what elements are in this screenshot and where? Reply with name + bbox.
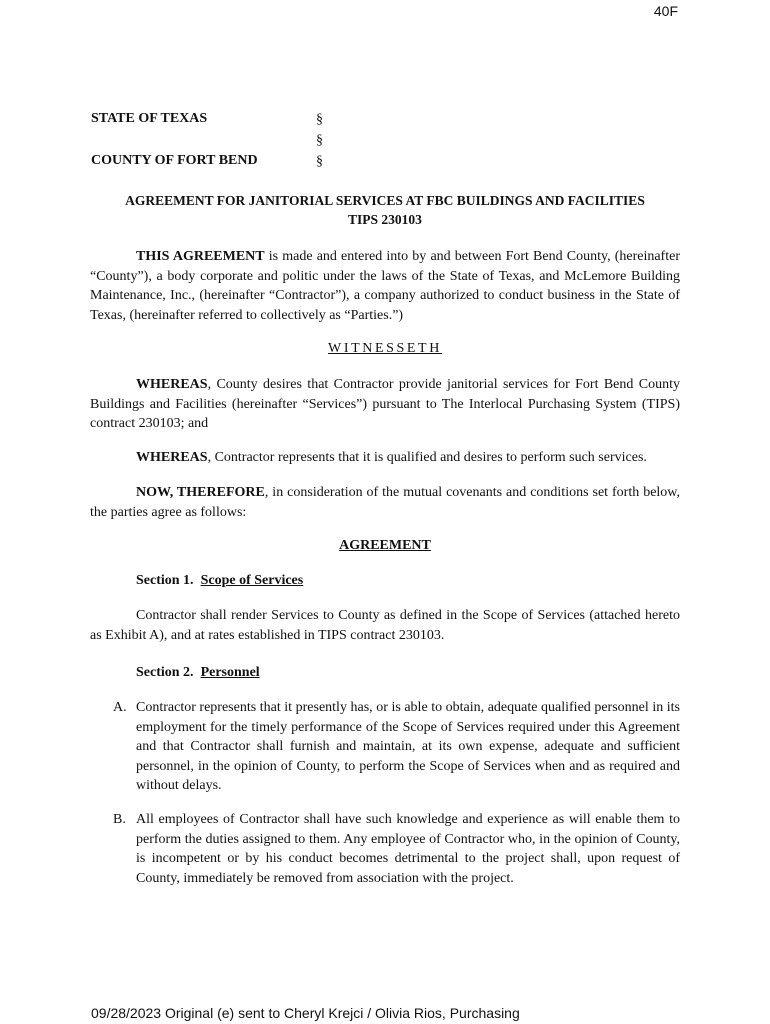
title-line-2: TIPS 230103	[348, 212, 422, 227]
county-label: COUNTY OF FORT BEND	[91, 153, 258, 168]
recital-2	[90, 448, 680, 468]
recital-lead: WHEREAS	[136, 377, 208, 392]
recital-lead: WHEREAS	[136, 450, 208, 465]
recital-3	[90, 483, 680, 522]
recital-text: , Contractor represents that it is qualified and desires to perform such services.	[207, 450, 647, 465]
title-line-1: AGREEMENT FOR JANITORIAL SERVICES AT FBC BUILDINGS AND FACILITIES	[125, 193, 645, 208]
recital-text: , County desires that Contractor provide janitorial services for Fort Bend County Buildings and Facilities (hereinafter “Services”) pursuant to The Interlocal Purchasing System (TIPS) contract 230103; and	[90, 377, 680, 431]
list-item-letter: B.	[113, 812, 126, 827]
footer-note: 09/28/2023 Original (e) sent to Cheryl Krejci / Olivia Rios, Purchasing	[91, 1005, 520, 1021]
witnesseth-heading	[90, 341, 680, 357]
intro-paragraph	[90, 247, 680, 325]
recital-text: , in consideration of the mutual covenants and conditions set forth below, the parties agree as follows:	[90, 485, 680, 520]
section-2-heading	[136, 665, 260, 681]
section-2-title: Personnel	[200, 665, 260, 680]
list-item	[113, 698, 680, 796]
intro-text: is made and entered into by and between Fort Bend County, (hereinafter “County”), a body corporate and politic under the laws of the State of Texas, and McLemore Building Maintenance, Inc., (hereinafter “Contractor”), a company authorized to conduct business in the State of Texas, (hereinafter referred to collectively as “Parties.”)	[90, 249, 680, 323]
section-1-label: Section 1.	[136, 573, 194, 588]
agreement-heading-text: AGREEMENT	[339, 538, 431, 553]
witnesseth-text: WITNESSETH	[328, 341, 442, 356]
document-title	[90, 191, 680, 229]
section-1-heading	[136, 573, 303, 589]
list-item-letter: A.	[113, 700, 127, 715]
section-2-label: Section 2.	[136, 665, 194, 680]
list-item-text: Contractor represents that it presently has, or is able to obtain, adequate qualified personnel in its employment for the timely performance of the Scope of Services required under this Agreement and that Contractor shall furnish and maintain, at its own expense, adequate and sufficient personnel, in the opinion of County, to perform the Scope of Services when and as required and without delays.	[136, 700, 680, 793]
list-item-text: All employees of Contractor shall have such knowledge and experience as will enable them to perform the duties assigned to them. Any employee of Contractor who, in the opinion of County, is incompetent or by his conduct becomes detrimental to the project shall, upon request of County, immediately be removed from association with the project.	[136, 812, 680, 886]
intro-lead: THIS AGREEMENT	[136, 249, 265, 264]
agreement-heading	[90, 538, 680, 554]
list-item	[113, 810, 680, 888]
recital-lead: NOW, THEREFORE	[136, 485, 265, 500]
section-symbol: §	[316, 112, 323, 127]
section-symbol: §	[316, 154, 323, 169]
section-1-title: Scope of Services	[200, 573, 304, 588]
recital-1	[90, 375, 680, 434]
section-1-text: Contractor shall render Services to County as defined in the Scope of Services (attached hereto as Exhibit A), and at rates established in TIPS contract 230103.	[90, 608, 680, 643]
section-1-paragraph	[90, 606, 680, 645]
page-tag: 40F	[653, 3, 678, 19]
section-symbol: §	[316, 133, 323, 148]
state-label: STATE OF TEXAS	[91, 111, 208, 126]
